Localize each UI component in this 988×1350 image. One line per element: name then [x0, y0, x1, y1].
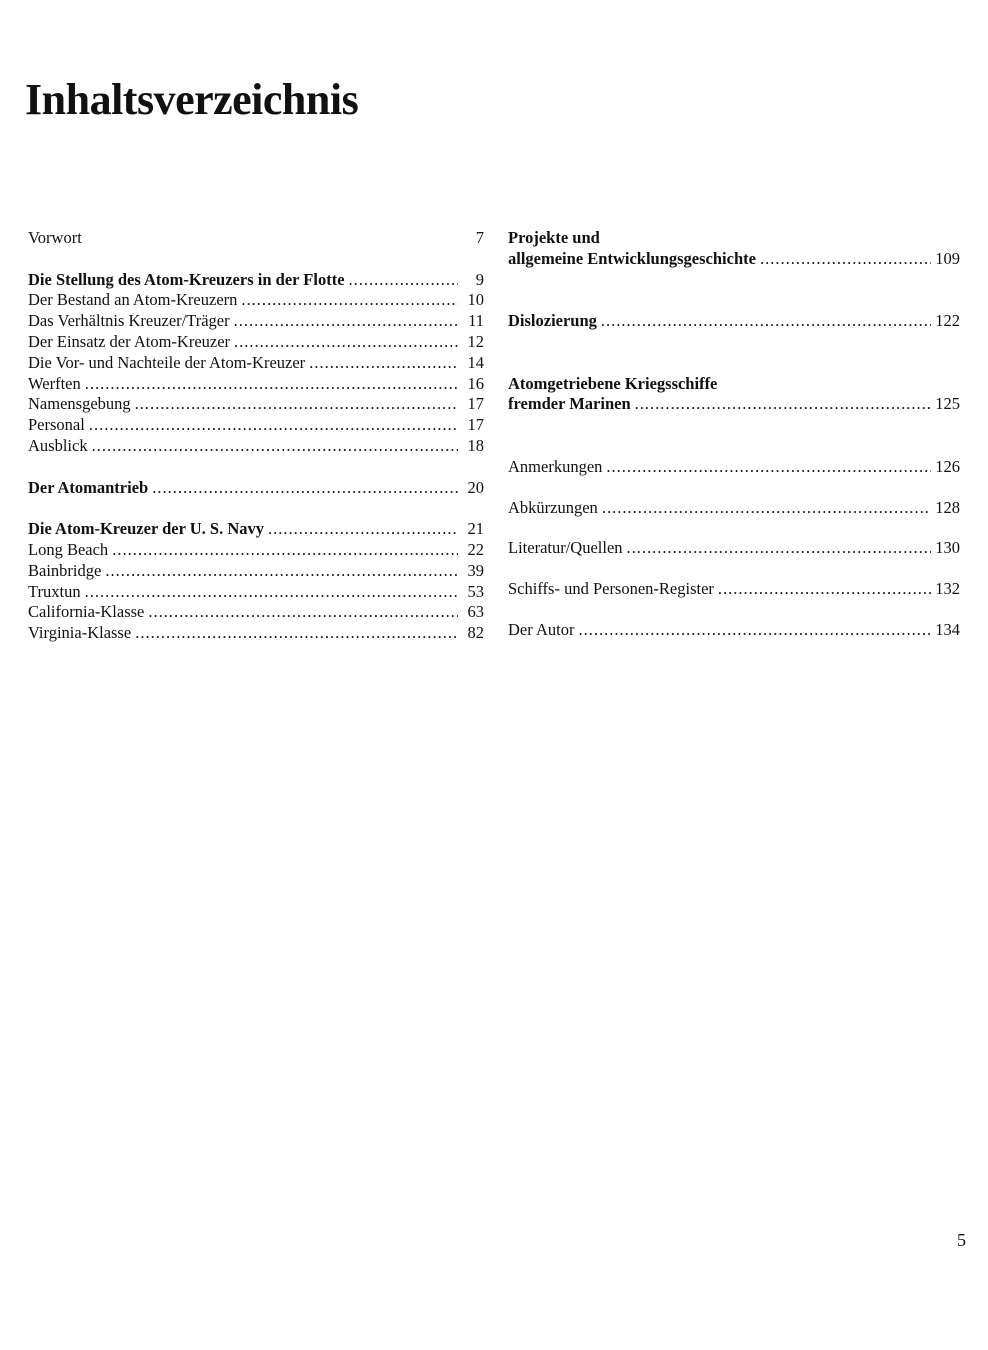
leader-dots [135, 394, 458, 415]
leader-dots [112, 540, 458, 561]
page-number: 5 [957, 1230, 966, 1250]
toc-entry-autor[interactable] [508, 620, 960, 641]
leader-dots [268, 519, 458, 540]
toc-entry-page: 20 [467, 477, 484, 497]
toc-entry-page: 18 [467, 435, 484, 455]
toc-entry-page: 63 [467, 602, 484, 622]
toc-right-column [508, 228, 960, 641]
toc-entry-vorwort[interactable] [28, 228, 484, 249]
toc-entry-label: Virginia-Klasse [28, 623, 132, 643]
toc-entry-projekte[interactable] [508, 249, 960, 270]
leader-dots [309, 353, 458, 374]
leader-dots [241, 290, 458, 311]
toc-entry[interactable] [28, 623, 484, 644]
leader-dots [602, 498, 931, 519]
toc-entry[interactable] [28, 353, 484, 374]
toc-entry-label: Schiffs- und Personen-Register [508, 579, 714, 599]
toc-entry-label: Truxtun [28, 581, 81, 601]
leader-dots [85, 374, 458, 395]
toc-entry-label: allgemeine Entwicklungsgeschichte [508, 248, 756, 268]
toc-entry-label: Vorwort [28, 228, 82, 247]
leader-dots [89, 415, 458, 436]
leader-dots [606, 457, 931, 478]
toc-entry[interactable] [28, 332, 484, 353]
leader-dots [760, 249, 931, 270]
leader-dots [578, 620, 931, 641]
toc-entry-label: Abkürzungen [508, 497, 598, 517]
toc-entry-label: Die Atom-Kreuzer der U. S. Navy [28, 519, 265, 539]
leader-dots [135, 623, 458, 644]
toc-entry-page: 53 [467, 581, 484, 601]
toc-entry-label: Der Autor [508, 619, 575, 639]
toc-entry-page: 9 [475, 269, 484, 289]
toc-entry-label: California-Klasse [28, 602, 145, 622]
toc-entry-register[interactable] [508, 579, 960, 600]
toc-entry-page: 122 [935, 311, 960, 331]
toc-entry-page: 128 [935, 497, 960, 517]
toc-entry-page: 10 [467, 290, 484, 310]
toc-entry-navy[interactable] [28, 519, 484, 540]
toc-entry-label: Long Beach [28, 539, 109, 559]
toc-entry-label: Der Bestand an Atom-Kreuzern [28, 290, 238, 310]
toc-entry[interactable] [28, 311, 484, 332]
toc-entry-page: 17 [467, 415, 484, 435]
toc-entry-label: Literatur/Quellen [508, 538, 623, 558]
toc-entry-label: Die Vor- und Nachteile der Atom-Kreuzer [28, 352, 306, 372]
toc-entry-label: Der Einsatz der Atom-Kreuzer [28, 331, 231, 351]
leader-dots [718, 579, 931, 600]
toc-entry-page: 14 [467, 352, 484, 372]
toc-entry-page: 39 [467, 560, 484, 580]
toc-entry-page: 11 [468, 311, 484, 331]
page-title: Inhaltsverzeichnis [25, 75, 359, 124]
toc-entry-fremde[interactable] [508, 394, 960, 415]
toc-entry-label: Namensgebung [28, 394, 131, 414]
toc-entry-page: 125 [935, 394, 960, 414]
toc-entry-page: 82 [467, 623, 484, 643]
toc-entry-label: Werften [28, 373, 81, 393]
toc-entry-page: 7 [475, 228, 484, 247]
toc-entry-label: Personal [28, 415, 85, 435]
leader-dots [148, 602, 458, 623]
leader-dots [152, 478, 458, 499]
toc-entry[interactable] [28, 602, 484, 623]
toc-entry-page: 21 [467, 519, 484, 539]
toc-entry-page: 130 [935, 538, 960, 558]
toc-entry-label: Bainbridge [28, 560, 102, 580]
toc-entry-page: 109 [935, 248, 960, 268]
toc-entry-anmerkungen[interactable] [508, 457, 960, 478]
toc-entry-page: 134 [935, 619, 960, 639]
toc-entry-literatur[interactable] [508, 538, 960, 559]
toc-entry-atomantrieb[interactable] [28, 478, 484, 499]
toc-entry[interactable] [28, 582, 484, 603]
leader-dots [92, 436, 458, 457]
toc-entry-page: 22 [467, 539, 484, 559]
toc-entry-stellung[interactable] [28, 270, 484, 291]
toc-entry-page: 17 [467, 394, 484, 414]
toc-entry-label: Das Verhältnis Kreuzer/Träger [28, 311, 230, 331]
leader-dots [234, 332, 458, 353]
toc-entry-page: 132 [935, 579, 960, 599]
leader-dots [627, 538, 932, 559]
toc-entry[interactable] [28, 436, 484, 457]
toc-entry-label: Dislozierung [508, 311, 597, 331]
leader-dots [635, 394, 932, 415]
toc-entry[interactable] [28, 561, 484, 582]
toc-entry-page: 12 [467, 331, 484, 351]
toc-entry-label: Anmerkungen [508, 456, 603, 476]
toc-entry-page: 16 [467, 373, 484, 393]
toc-left-column [28, 228, 484, 644]
leader-dots [105, 561, 458, 582]
toc-entry-dislozierung[interactable] [508, 311, 960, 332]
toc-entry-label: Ausblick [28, 435, 88, 455]
leader-dots [601, 311, 931, 332]
toc-entry[interactable] [28, 415, 484, 436]
toc-entry-projekte-line1: Projekte und [508, 228, 600, 247]
toc-entry-abkuerzungen[interactable] [508, 498, 960, 519]
leader-dots [85, 582, 458, 603]
toc-entry-page: 126 [935, 456, 960, 476]
toc-entry[interactable] [28, 290, 484, 311]
toc-entry-label: Der Atomantrieb [28, 477, 149, 497]
toc-entry-label: Die Stellung des Atom-Kreuzers in der Flotte [28, 269, 345, 289]
toc-entry[interactable] [28, 394, 484, 415]
toc-entry-label: fremder Marinen [508, 394, 631, 414]
leader-dots [349, 270, 458, 291]
leader-dots [234, 311, 458, 332]
toc-entry[interactable] [28, 374, 484, 395]
toc-entry-fremde-line1: Atomgetriebene Kriegsschiffe [508, 373, 718, 393]
toc-entry[interactable] [28, 540, 484, 561]
